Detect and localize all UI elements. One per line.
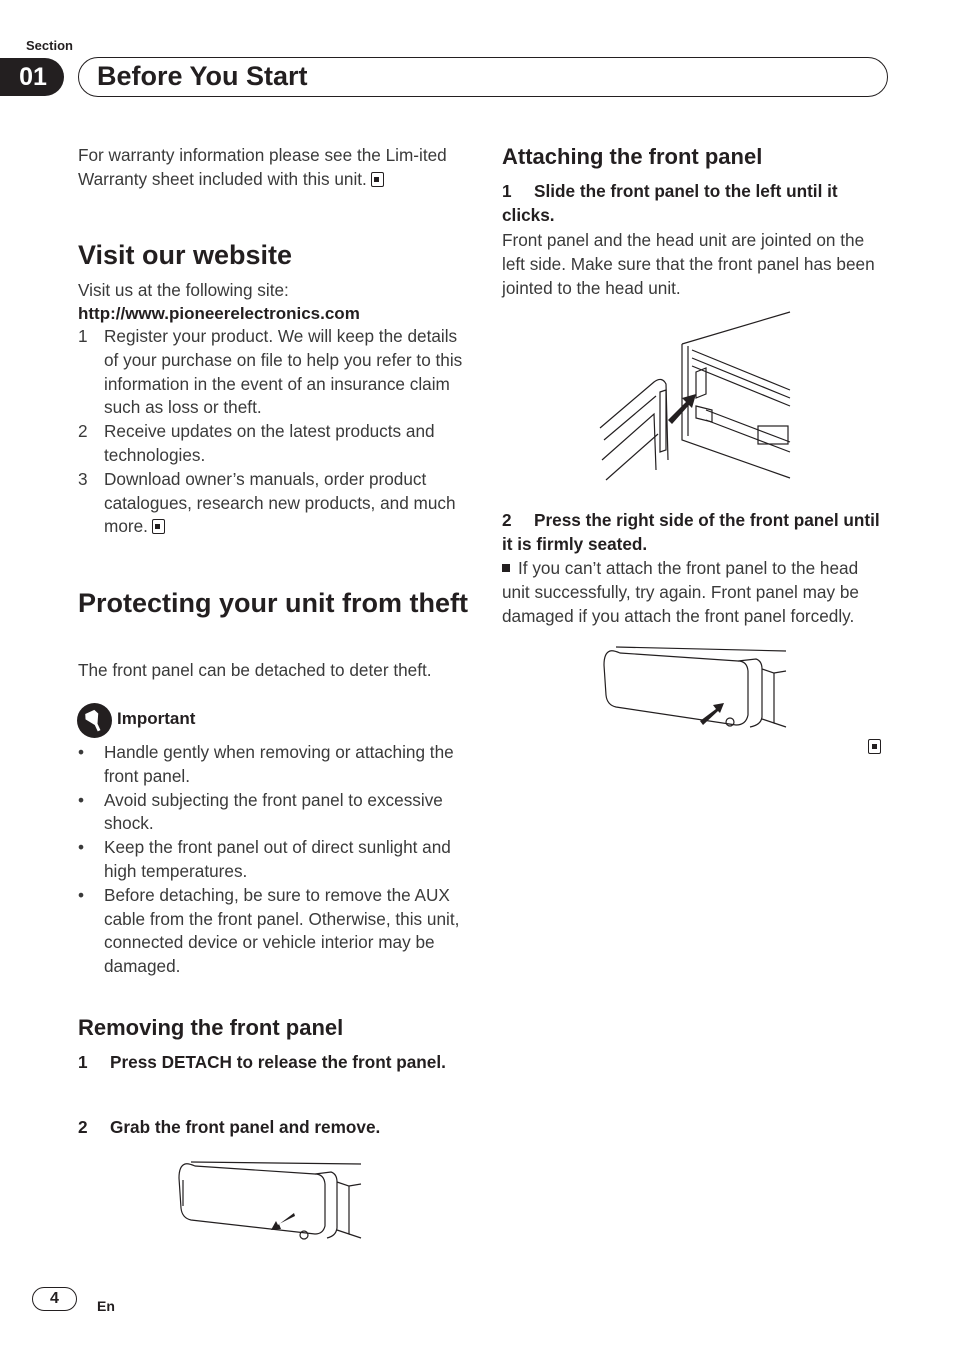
step-number: 2 (78, 1117, 88, 1137)
bullet-text: Keep the front panel out of direct sunlight and high temperatures. (104, 837, 451, 881)
protect-heading: Protecting your unit from theft (78, 588, 468, 618)
list-item-text: Download owner’s manuals, order product catalogues, research new products, and much more. (104, 468, 456, 537)
website-link[interactable]: http://www.pioneerelectronics.com (78, 304, 360, 323)
attaching-step-1 (502, 180, 882, 227)
bullet-item: • Avoid subjecting the front panel to excessive shock. (78, 789, 443, 834)
section-title: Before You Start (97, 61, 308, 91)
list-number: 3 (78, 468, 88, 489)
step-number: 1 (78, 1052, 88, 1072)
step-text: Press DETACH to release the front panel. (110, 1052, 446, 1072)
list-item (78, 468, 466, 539)
list-number: 1 (78, 326, 88, 346)
warranty-text: For warranty information please see the Lim-ited Warranty sheet included with this unit. (78, 145, 447, 189)
step-text: Press the right side of the front panel until it is firmly seated. (502, 510, 880, 554)
important-list (78, 741, 468, 979)
step-number: 1 (502, 181, 512, 201)
visit-list (78, 325, 466, 539)
attach-press-illustration (600, 641, 790, 733)
important-icon (77, 703, 112, 738)
visit-heading: Visit our website (78, 240, 293, 270)
note-square-icon (502, 564, 510, 572)
protect-intro: The front panel can be detached to deter theft. (78, 660, 432, 680)
list-item (78, 420, 466, 468)
section-label: Section (26, 38, 73, 53)
language-code: En (97, 1298, 115, 1314)
step-number: 2 (502, 510, 512, 530)
end-mark-icon (868, 739, 881, 754)
list-item (78, 325, 466, 420)
section-number-badge: 01 (0, 58, 64, 96)
attaching-step-1-body: Front panel and the head unit are jointed on the left side. Make sure that the front panel has been jointed to the head unit. (502, 230, 875, 298)
removing-step-2 (78, 1116, 448, 1140)
list-item-text: Receive updates on the latest products and technologies. (104, 421, 435, 465)
note-text: If you can’t attach the front panel to the head unit successfully, try again. Front panel may be damaged if you attach the front panel forcedly. (502, 558, 859, 626)
attaching-step-2 (502, 509, 882, 556)
list-item-text: Register your product. We will keep the details of your purchase on file to help you refer to this information in the event of an insurance claim such as loss or theft. (104, 326, 463, 418)
page-number: 4 (32, 1287, 77, 1311)
attach-slide-illustration (596, 310, 796, 490)
visit-intro: Visit us at the following site: (78, 280, 289, 300)
step-text: Slide the front panel to the left until it clicks. (502, 181, 838, 225)
bullet-item: • Keep the front panel out of direct sunlight and high temperatures. (78, 837, 451, 881)
end-mark-icon (152, 519, 165, 534)
bullet-text: Handle gently when removing or attaching the front panel. (104, 742, 454, 786)
list-number: 2 (78, 421, 88, 442)
bullet-item: • Handle gently when removing or attaching the front panel. (78, 742, 454, 786)
attaching-note (502, 556, 882, 628)
warranty-paragraph (78, 143, 463, 191)
removing-heading: Removing the front panel (78, 1015, 344, 1040)
end-mark-icon (371, 172, 384, 187)
important-label: Important (117, 709, 196, 728)
attaching-heading: Attaching the front panel (502, 144, 763, 169)
bullet-text: Before detaching, be sure to remove the AUX cable from the front panel. Otherwise, this unit, connected device or vehicle interior may be damaged. (104, 884, 460, 977)
removing-step-1 (78, 1051, 448, 1075)
bullet-text: Avoid subjecting the front panel to excessive shock. (104, 789, 443, 834)
bullet-item: • Before detaching, be sure to remove the AUX cable from the front panel. Otherwise, this unit, connected device or vehicle interior may be damaged. (78, 884, 460, 977)
remove-panel-illustration (175, 1158, 365, 1244)
step-text: Grab the front panel and remove. (110, 1117, 381, 1137)
